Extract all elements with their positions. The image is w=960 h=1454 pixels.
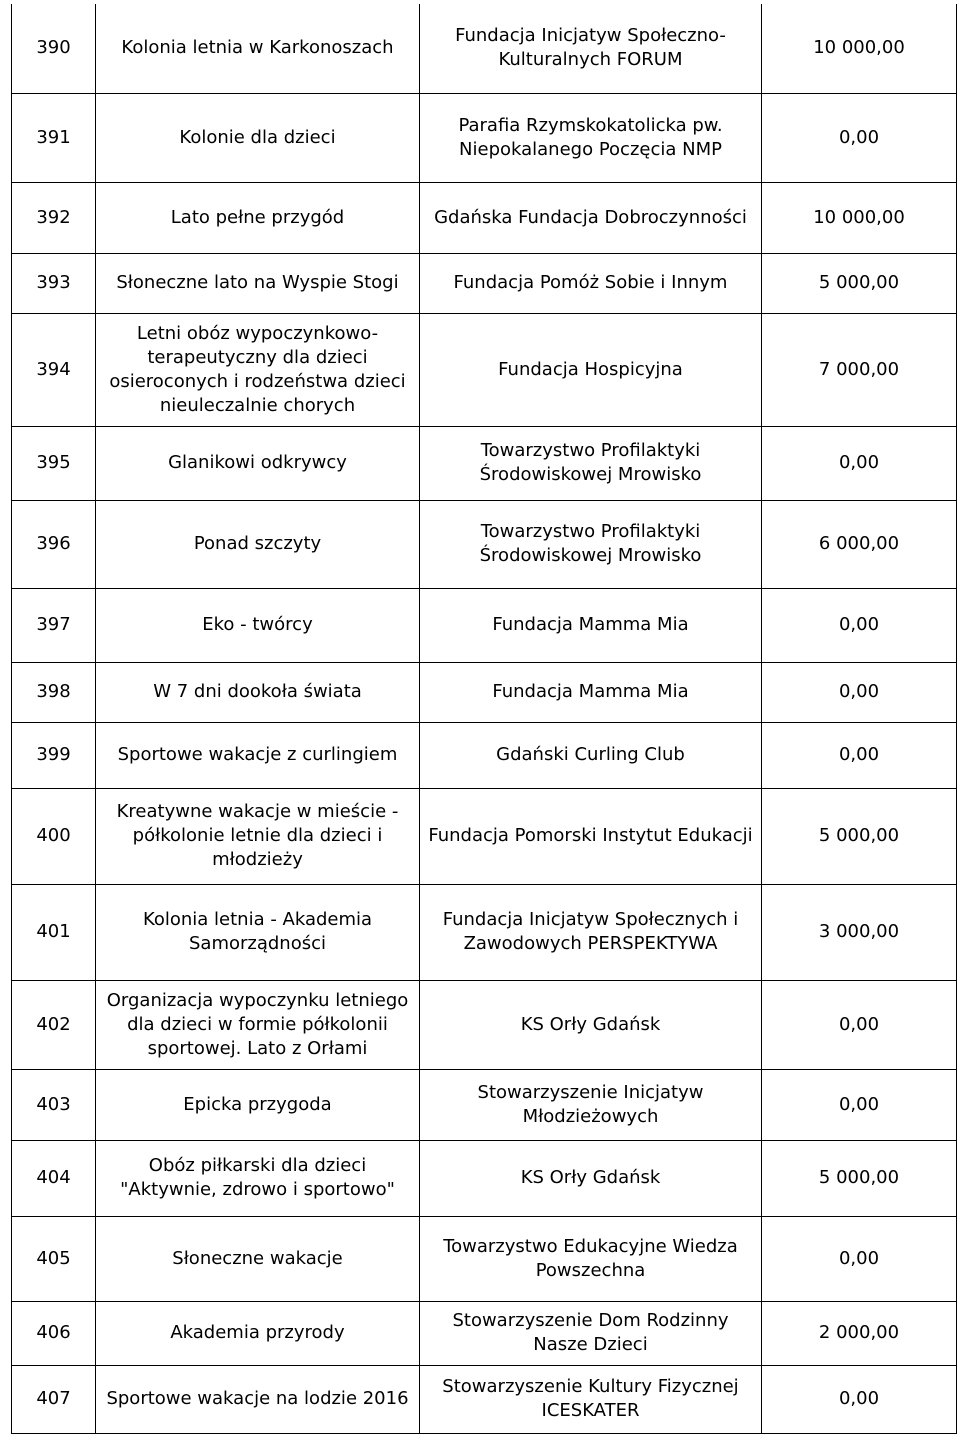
project-name-cell: Kreatywne wakacje w mieście - półkolonie letnie dla dzieci i młodzieży: [96, 788, 420, 884]
amount-cell: 10 000,00: [762, 4, 957, 93]
organization-cell: Stowarzyszenie Kultury Fizycznej ICESKATER: [420, 1365, 762, 1433]
project-name-cell: Epicka przygoda: [96, 1069, 420, 1140]
organization-cell: Towarzystwo Edukacyjne Wiedza Powszechna: [420, 1216, 762, 1301]
row-number-cell: 402: [12, 980, 96, 1069]
project-name-cell: Glanikowi odkrywcy: [96, 426, 420, 500]
grants-table: [11, 4, 957, 1434]
row-number-cell: 403: [12, 1069, 96, 1140]
project-name-cell: Sportowe wakacje na lodzie 2016: [96, 1365, 420, 1433]
organization-cell: KS Orły Gdańsk: [420, 1140, 762, 1216]
amount-cell: 2 000,00: [762, 1301, 957, 1365]
project-name-cell: Słoneczne wakacje: [96, 1216, 420, 1301]
organization-cell: Gdański Curling Club: [420, 722, 762, 788]
amount-cell: 0,00: [762, 980, 957, 1069]
table-row: [12, 1216, 957, 1301]
table-row: [12, 884, 957, 980]
organization-cell: Parafia Rzymskokatolicka pw. Niepokalanego Poczęcia NMP: [420, 93, 762, 182]
organization-cell: Gdańska Fundacja Dobroczynności: [420, 182, 762, 253]
organization-cell: Fundacja Hospicyjna: [420, 313, 762, 426]
organization-cell: Stowarzyszenie Dom Rodzinny Nasze Dzieci: [420, 1301, 762, 1365]
row-number-cell: 392: [12, 182, 96, 253]
amount-cell: 6 000,00: [762, 500, 957, 588]
amount-cell: 0,00: [762, 93, 957, 182]
organization-cell: Towarzystwo Profilaktyki Środowiskowej Mrowisko: [420, 500, 762, 588]
organization-cell: Fundacja Inicjatyw Społecznych i Zawodowych PERSPEKTYWA: [420, 884, 762, 980]
row-number-cell: 390: [12, 4, 96, 93]
table-row: [12, 1365, 957, 1433]
organization-cell: Stowarzyszenie Inicjatyw Młodzieżowych: [420, 1069, 762, 1140]
organization-cell: Fundacja Inicjatyw Społeczno-Kulturalnych FORUM: [420, 4, 762, 93]
project-name-cell: Ponad szczyty: [96, 500, 420, 588]
project-name-cell: Eko - twórcy: [96, 588, 420, 662]
amount-cell: 0,00: [762, 426, 957, 500]
project-name-cell: Organizacja wypoczynku letniego dla dzieci w formie półkolonii sportowej. Lato z Orłami: [96, 980, 420, 1069]
amount-cell: 7 000,00: [762, 313, 957, 426]
table-row: [12, 788, 957, 884]
grants-table-body: [12, 4, 957, 1433]
table-row: [12, 253, 957, 313]
amount-cell: 5 000,00: [762, 253, 957, 313]
amount-cell: 5 000,00: [762, 788, 957, 884]
project-name-cell: Kolonie dla dzieci: [96, 93, 420, 182]
table-row: [12, 182, 957, 253]
project-name-cell: Kolonia letnia w Karkonoszach: [96, 4, 420, 93]
amount-cell: 0,00: [762, 1216, 957, 1301]
amount-cell: 0,00: [762, 1365, 957, 1433]
row-number-cell: 395: [12, 426, 96, 500]
table-row: [12, 426, 957, 500]
amount-cell: 0,00: [762, 588, 957, 662]
project-name-cell: Lato pełne przygód: [96, 182, 420, 253]
project-name-cell: Letni obóz wypoczynkowo-terapeutyczny dla dzieci osieroconych i rodzeństwa dzieci nieuleczalnie chorych: [96, 313, 420, 426]
table-row: [12, 722, 957, 788]
row-number-cell: 393: [12, 253, 96, 313]
amount-cell: 10 000,00: [762, 182, 957, 253]
organization-cell: Fundacja Pomorski Instytut Edukacji: [420, 788, 762, 884]
table-row: [12, 588, 957, 662]
table-row: [12, 980, 957, 1069]
row-number-cell: 404: [12, 1140, 96, 1216]
organization-cell: Fundacja Mamma Mia: [420, 588, 762, 662]
project-name-cell: Słoneczne lato na Wyspie Stogi: [96, 253, 420, 313]
row-number-cell: 397: [12, 588, 96, 662]
table-row: [12, 1069, 957, 1140]
row-number-cell: 391: [12, 93, 96, 182]
project-name-cell: W 7 dni dookoła świata: [96, 662, 420, 722]
table-row: [12, 662, 957, 722]
row-number-cell: 394: [12, 313, 96, 426]
amount-cell: 0,00: [762, 1069, 957, 1140]
project-name-cell: Obóz piłkarski dla dzieci "Aktywnie, zdrowo i sportowo": [96, 1140, 420, 1216]
amount-cell: 3 000,00: [762, 884, 957, 980]
row-number-cell: 396: [12, 500, 96, 588]
amount-cell: 0,00: [762, 662, 957, 722]
organization-cell: KS Orły Gdańsk: [420, 980, 762, 1069]
table-row: [12, 4, 957, 93]
row-number-cell: 407: [12, 1365, 96, 1433]
table-row: [12, 1301, 957, 1365]
table-row: [12, 500, 957, 588]
amount-cell: 0,00: [762, 722, 957, 788]
row-number-cell: 406: [12, 1301, 96, 1365]
amount-cell: 5 000,00: [762, 1140, 957, 1216]
row-number-cell: 399: [12, 722, 96, 788]
row-number-cell: 401: [12, 884, 96, 980]
project-name-cell: Akademia przyrody: [96, 1301, 420, 1365]
row-number-cell: 405: [12, 1216, 96, 1301]
organization-cell: Fundacja Pomóż Sobie i Innym: [420, 253, 762, 313]
organization-cell: Fundacja Mamma Mia: [420, 662, 762, 722]
row-number-cell: 400: [12, 788, 96, 884]
project-name-cell: Kolonia letnia - Akademia Samorządności: [96, 884, 420, 980]
row-number-cell: 398: [12, 662, 96, 722]
table-row: [12, 313, 957, 426]
table-row: [12, 93, 957, 182]
project-name-cell: Sportowe wakacje z curlingiem: [96, 722, 420, 788]
organization-cell: Towarzystwo Profilaktyki Środowiskowej Mrowisko: [420, 426, 762, 500]
table-row: [12, 1140, 957, 1216]
